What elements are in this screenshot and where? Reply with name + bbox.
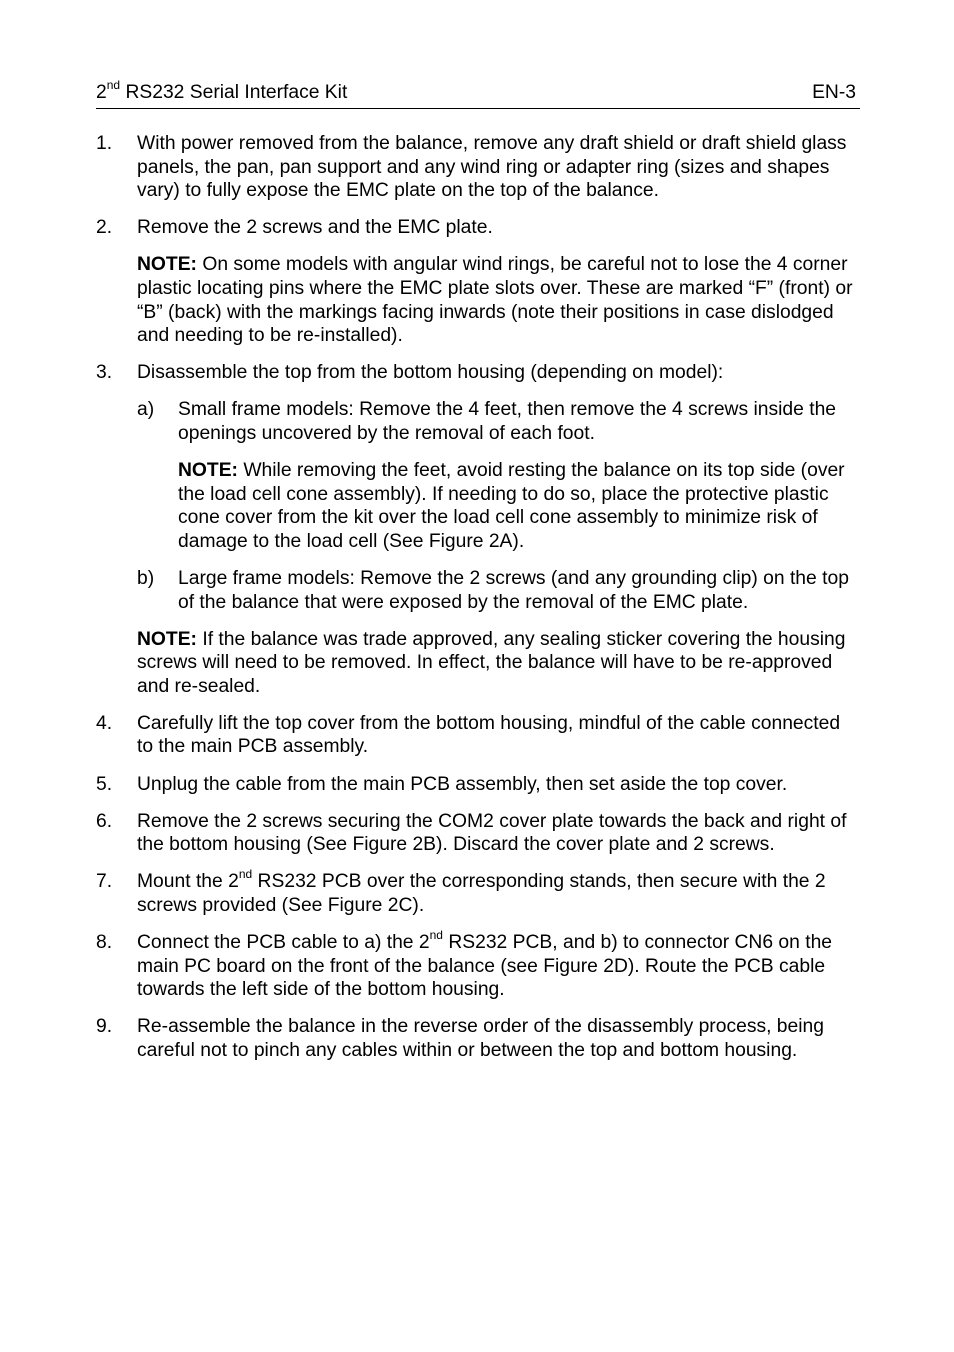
substep-letter: b) [137,567,155,589]
step-text-start: Connect the PCB cable to a) the 2 [137,932,430,954]
note-text: While removing the feet, avoid resting the balance on its top side (over the load cell cone assembly). If needing to do so, place the protective plastic cone cover from the kit over the load cell cone assembly to minimize risk of damage to the load cell (See Figure 2A). [178,460,845,552]
step-text: Re-assemble the balance in the reverse order of the disassembly process, being careful not to pinch any cables within or between the top and bottom housing. [137,1016,824,1061]
step-text-superscript: nd [429,927,443,942]
step-8 [96,927,860,1002]
procedure-list [96,132,860,1076]
step-9 [96,1015,860,1062]
header-title-superscript: nd [106,77,121,92]
step-text: Carefully lift the top cover from the bottom housing, mindful of the cable connected to the main PCB assembly. [137,712,841,758]
step-number: 7. [96,871,113,893]
page-header [96,78,860,109]
note-label: NOTE: [178,460,238,482]
header-title [96,77,348,105]
step-text: Remove the 2 screws securing the COM2 cover plate towards the back and right of the bottom housing (See Figure 2B). Discard the cover plate and 2 screws. [137,810,847,856]
step-text [137,866,860,917]
step-6 [96,810,860,857]
step-number: 4. [96,712,113,734]
substep-letter: a) [137,399,155,421]
step-1 [96,132,860,203]
step-text: Disassemble the top from the bottom housing (depending on model): [137,362,724,384]
note-text: If the balance was trade approved, any sealing sticker covering the housing screws will need to be removed. In effect, the balance will have to be re-approved and re-sealed. [137,628,846,697]
step-text-start: Mount the 2 [137,871,239,893]
note [137,253,860,347]
page-number: EN-3 [812,82,856,103]
step-3 [96,361,860,698]
step-number: 3. [96,362,113,384]
note-label: NOTE: [137,628,197,650]
substep-a [137,398,860,553]
note-text: On some models with angular wind rings, be careful not to lose the 4 corner plastic locating pins where the EMC plate slots over. These are marked “F” (front) or “B” (back) with the markings facing inwards (note their positions in case dislodged and needing to be re-installed). [137,254,853,347]
step-text-superscript: nd [238,866,253,881]
note [178,459,860,553]
step-number: 2. [96,217,113,239]
step-text-end: RS232 PCB over the corresponding stands, then secure with the 2 screws provided (See Figure 2C). [137,871,826,916]
step-text: Unplug the cable from the main PCB assembly, then set aside the top cover. [137,773,788,795]
step-number: 6. [96,810,113,832]
step-4 [96,712,860,759]
header-title-prefix: 2 [96,82,107,103]
step-text-end: RS232 PCB, and b) to connector CN6 on the main PC board on the front of the balance (see Figure 2D). Route the PCB cable towards the left side of the bottom housing. [137,932,833,1001]
step-number: 5. [96,773,113,795]
step-7 [96,866,860,917]
step-number: 1. [96,133,113,154]
note [137,628,860,699]
step-text: Remove the 2 screws and the EMC plate. [137,217,493,239]
step-text: With power removed from the balance, remove any draft shield or draft shield glass panels, the pan, pan support and any wind ring or adapter ring (sizes and shapes vary) to fully expose the EMC plate on the top of the balance. [137,133,847,202]
step-2 [96,216,860,347]
header-title-rest: RS232 Serial Interface Kit [120,82,348,103]
substep-b [137,567,860,614]
step-5 [96,773,860,797]
step-number: 9. [96,1016,113,1038]
note-label: NOTE: [137,254,197,276]
step-text [137,927,860,1002]
step-number: 8. [96,932,113,954]
substep-text: Large frame models: Remove the 2 screws (and any grounding clip) on the top of the balance that were exposed by the removal of the EMC plate. [178,567,849,613]
substep-text: Small frame models: Remove the 4 feet, then remove the 4 screws inside the openings uncovered by the removal of each foot. [178,399,837,444]
